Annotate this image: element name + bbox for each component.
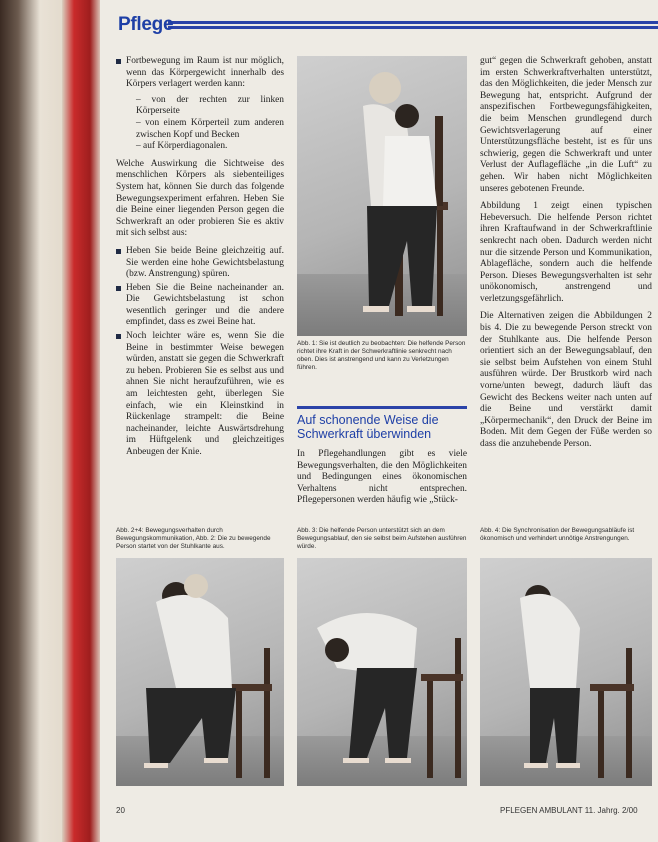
sub-list	[126, 95, 284, 153]
red-book-spine	[62, 0, 102, 842]
bullet-list-a	[116, 56, 284, 91]
right-column	[480, 56, 652, 457]
section-heading: Auf schonende Weise die Schwerkraft überwinden	[297, 413, 439, 441]
page-number: 20	[116, 806, 125, 815]
section-rule	[297, 406, 467, 409]
list-item: Fortbewegung im Raum ist nur möglich, wenn das Körpergewicht innerhalb des Körpers verlagert werden kann:	[116, 56, 284, 91]
bullet-list-b	[116, 246, 284, 459]
list-item: Noch leichter wäre es, wenn Sie die Beine in bestimmter Weise bewegen würden, anstatt sie gegen die Schwerkraft zu heben. Probieren Sie es selbst aus und ahnen Sie nicht heraufzuführen, wie es am leichtesten geht, überlegen Sie einfach, wie ein Kleinstkind in Rückenlage strampelt: die Beine nacheinander, leichte Auswärtsdrehung im Hüftgelenk und gleichzeitiges Anbeugen der Knie.	[116, 331, 284, 459]
figure-caption-3: Abb. 3: Die helfende Person unterstützt sich an dem Bewegungsablauf, den sie selbst beim Aufstehen ausführen würde.	[297, 527, 467, 550]
paragraph: In Pflegehandlungen gibt es viele Bewegungsverhalten, die den Möglichkeiten und Bedingungen eines ökonomischen Verhaltens nicht entsprechen. Pflegepersonen werden häufig wie „Stück-	[297, 449, 467, 506]
list-item: Heben Sie beide Beine gleichzeitig auf. Sie werden eine hohe Gewichtsbelastung (bzw. Anstrengung) spüren.	[116, 246, 284, 281]
photo-figure-1	[297, 56, 467, 336]
journal-footer: PFLEGEN AMBULANT 11. Jahrg. 2/00	[500, 806, 638, 815]
paragraph: Welche Auswirkung die Sichtweise des menschlichen Körpers als siebenteiliges System hat, können Sie durch das folgende Bewegungsexperiment erfahren. Heben Sie die Beine einer liegenden Person gegen die Schwerkraft an oder probieren Sie es aktiv mit sich selbst aus:	[116, 158, 284, 239]
list-item: – auf Körperdiagonalen.	[136, 141, 228, 152]
paragraph: Abbildung 1 zeigt einen typischen Hebeversuch. Die helfende Person richtet ihren Kraftaufwand in der Schwerkraftlinie senkrecht nach oben. Dadurch werden nicht nur die sitzende Person und Kommunikation, Ablagefläche, sondern auch die helfende Person. Dieses Bewegungsverhalten ist sehr unökonomisch, anstrengend und verletzungsgefährlich.	[480, 201, 652, 304]
people-silhouette-icon	[480, 558, 652, 786]
figure-caption-4: Abb. 4: Die Synchronisation der Bewegungsabläufe ist ökonomisch und verhindert unnötige Anstrengungen.	[480, 527, 635, 542]
people-silhouette-icon	[297, 56, 467, 336]
mid-column-text	[297, 449, 467, 513]
photo-figure-2	[116, 558, 284, 786]
magazine-page	[100, 0, 658, 842]
people-silhouette-icon	[116, 558, 284, 786]
header	[110, 12, 181, 38]
photo-figure-4	[480, 558, 652, 786]
paragraph: gut“ gegen die Schwerkraft gehoben, anstatt im ersten Schwerkraftverhalten unterstützt, das den Möglichkeiten, die jeder Mensch zur Bewegung hat, entspricht. Aufgrund der anspezifischen Fortbewegungsfähigkeiten, die beim Menschen grundlegend durch Gewichtsverlagerung auf einer Unterstützungsfläche besteht, ist es für uns schwierig, gegen die Schwerkraft und unter Verlust der Auflagefläche „in die Luft“ zu gehen. Wir haben nicht Möglichkeiten unseres gebotenen Freunde.	[480, 56, 652, 194]
list-item: – von der rechten zur linken Körperseite	[136, 94, 284, 117]
list-item: – von einem Körperteil zum anderen zwischen Kopf und Becken	[136, 117, 284, 140]
left-column	[116, 56, 284, 465]
people-silhouette-icon	[297, 558, 467, 786]
header-rule	[168, 21, 658, 31]
photo-figure-3	[297, 558, 467, 786]
paragraph: Die Alternativen zeigen die Abbildungen 2 bis 4. Die zu bewegende Person streckt von der Stuhlkante aus. Die helfende Person orientiert sich an der Bewegungsablauf, den sie selbst beim Aufstehen von einem Stuhl ausführen würde. Der Brustkorb wird nach vorne/unten bewegt, dadurch läuft das Gewicht des Beckens weiter nach unten auf die Beine und verstärkt damit „Körpermechanik“, den Druck der Beine im Boden. Mit dem Gegen der Füße werden so dass die anzuhebende Person.	[480, 311, 652, 449]
figure-caption-2: Abb. 2+4: Bewegungsverhalten durch Bewegungskommunikation, Abb. 2: Die zu bewegende Person startet von der Stuhlkante aus.	[116, 527, 271, 550]
figure-caption-1: Abb. 1: Sie ist deutlich zu beobachten: Die helfende Person richtet ihre Kraft in der Schwerkraftlinie senkrecht nach oben. Dies ist anstrengend und kann zu Verletzungen führen.	[297, 340, 466, 371]
section-title: Pflege	[118, 14, 174, 35]
list-item: Heben Sie die Beine nacheinander an. Die Gewichtsbelastung ist schon wesentlich geringer und die andere empfindet, dass es zwei Beine hat.	[116, 283, 284, 329]
